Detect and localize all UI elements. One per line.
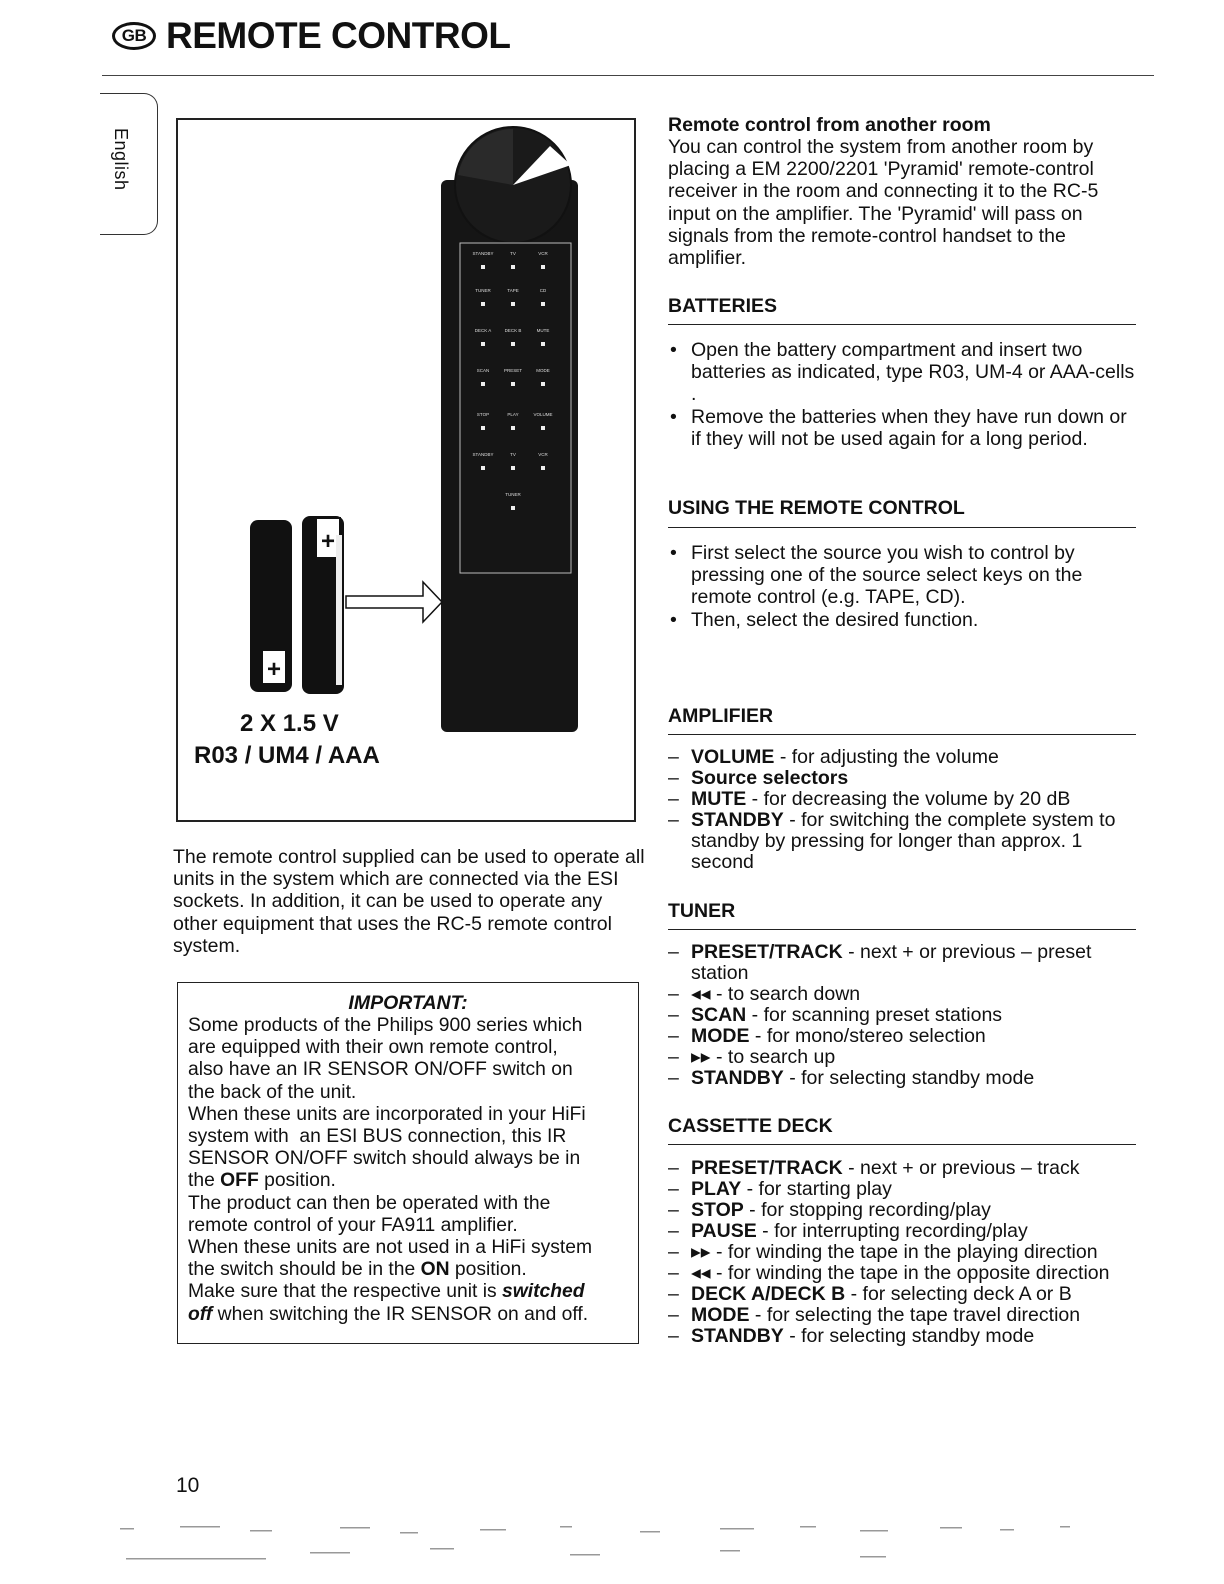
list-item: – SCAN - for scanning preset stations [668, 1005, 1138, 1026]
remote-key [541, 265, 545, 269]
remote-key [511, 265, 515, 269]
remote-key-label: MUTE [536, 328, 550, 333]
important-line: remote control of your FA911 amplifier. [188, 1214, 518, 1236]
list-item: – PRESET/TRACK - next + or previous – preset station [668, 942, 1138, 984]
remote-key [541, 466, 545, 470]
remote-key [481, 426, 485, 430]
batteries-rule [668, 324, 1136, 325]
remote-key [481, 342, 485, 346]
cassette-rule [668, 1144, 1136, 1145]
page-number: 10 [176, 1474, 200, 1497]
remote-key [511, 382, 515, 386]
list-item: – ◂◂ - for winding the tape in the opposite direction [668, 1263, 1138, 1284]
battery-plus-bottom: + [266, 656, 282, 683]
list-item: • Open the battery compartment and insert two batteries as indicated, type R03, UM-4 or AAA-cells . [668, 339, 1138, 406]
important-line: Some products of the Philips 900 series which [188, 1015, 583, 1036]
remote-key-label: PRESET [503, 368, 523, 373]
tuner-list [668, 942, 1138, 1089]
list-item: – ▸▸ - for winding the tape in the playing direction [668, 1242, 1138, 1263]
remote-key-label: VCR [538, 452, 548, 457]
remote-key [511, 302, 515, 306]
important-line: the switch should be in the ON position. [188, 1259, 527, 1281]
language-tab-label: English [111, 128, 131, 191]
batteries-list [668, 339, 1138, 450]
remote-key-label: TUNER [505, 492, 521, 497]
list-item: – ◂◂ - to search down [668, 984, 1138, 1005]
remote-key-label: DECK A [474, 328, 492, 333]
list-item: – PLAY - for starting play [668, 1179, 1138, 1200]
remote-key [541, 302, 545, 306]
remote-key [541, 426, 545, 430]
important-line: When these units are not used in a HiFi system [188, 1237, 593, 1259]
important-line: are equipped with their own remote control, [188, 1037, 558, 1059]
important-line: The product can then be operated with the [188, 1192, 551, 1214]
remote-key-label: TAPE [507, 288, 519, 293]
remote-key-label: PLAY [507, 412, 519, 417]
amplifier-list [668, 747, 1138, 873]
remote-key-label: TUNER [475, 288, 491, 293]
using-list [668, 542, 1138, 631]
remote-key-label: STOP [476, 412, 490, 417]
tuner-heading: TUNER [668, 900, 736, 922]
remote-key-label: TV [510, 452, 516, 457]
important-line: also have an IR SENSOR ON/OFF switch on [188, 1059, 573, 1081]
important-line: the OFF position. [188, 1170, 336, 1192]
important-line: off when switching the IR SENSOR on and off. [188, 1303, 589, 1325]
list-item: – STANDBY - for selecting standby mode [668, 1068, 1138, 1089]
battery-spec-voltage: 2 X 1.5 V [240, 710, 339, 737]
important-heading: IMPORTANT: [348, 992, 468, 1014]
important-notice [177, 982, 639, 1344]
remote-key [541, 342, 545, 346]
tuner-rule [668, 929, 1136, 930]
another-room-section [668, 114, 1138, 269]
important-line: When these units are incorporated in your HiFi [188, 1103, 586, 1125]
using-heading: USING THE REMOTE CONTROL [668, 497, 965, 519]
header-divider [102, 75, 1154, 76]
list-item: – MODE - for selecting the tape travel direction [668, 1305, 1138, 1326]
cassette-list [668, 1158, 1138, 1347]
batteries-heading: BATTERIES [668, 295, 778, 317]
important-line: Make sure that the respective unit is switched [188, 1281, 585, 1303]
remote-key [541, 382, 545, 386]
battery-spec-type: R03 / UM4 / AAA [194, 742, 380, 769]
list-item: – Source selectors [668, 768, 1138, 789]
list-item: – STANDBY - for switching the complete system to standby by pressing for longer than approx. 1 second [668, 810, 1138, 873]
remote-key-label: VOLUME [533, 412, 553, 417]
list-item: – MODE - for mono/stereo selection [668, 1026, 1138, 1047]
remote-key-label: STANDBY [472, 452, 494, 457]
remote-key-label: CD [539, 288, 547, 293]
page-title: REMOTE CONTROL [166, 15, 511, 56]
another-room-title: Remote control from another room [668, 114, 991, 136]
remote-key-label: VCR [538, 251, 548, 256]
cassette-heading: CASSETTE DECK [668, 1115, 833, 1137]
list-item: – STANDBY - for selecting standby mode [668, 1326, 1138, 1347]
page-header [112, 12, 510, 60]
remote-key-label: TV [510, 251, 516, 256]
list-item: • First select the source you wish to control by pressing one of the source select keys on the remote control (e.g. TAPE, CD). [668, 542, 1138, 609]
list-item: – DECK A/DECK B - for selecting deck A or B [668, 1284, 1138, 1305]
remote-key [511, 426, 515, 430]
insert-arrow [346, 582, 442, 622]
remote-key [481, 382, 485, 386]
important-line: SENSOR ON/OFF switch should always be in [188, 1148, 581, 1170]
list-item: – ▸▸ - to search up [668, 1047, 1138, 1068]
remote-key-label: SCAN [476, 368, 490, 373]
list-item: – MUTE - for decreasing the volume by 20 dB [668, 789, 1138, 810]
amplifier-heading: AMPLIFIER [668, 705, 774, 727]
another-room-text: You can control the system from another room by placing a EM 2200/2201 'Pyramid' remote-control receiver in the room and connecting it to the RC-5 input on the amplifier. The 'Pyramid' will pass on signals from the remote-control handset to the amplifier. [668, 136, 1099, 270]
remote-key [481, 302, 485, 306]
list-item: – STOP - for stopping recording/play [668, 1200, 1138, 1221]
remote-key-label: STANDBY [472, 251, 494, 256]
list-item: – PRESET/TRACK - next + or previous – track [668, 1158, 1138, 1179]
language-badge: GB [112, 22, 156, 50]
remote-key [511, 506, 515, 510]
intro-paragraph: The remote control supplied can be used to operate all units in the system which are connected via the ESI sockets. In addition, it can be used to operate any other equipment that uses the RC-5 remote control system. [173, 846, 645, 957]
remote-key [481, 466, 485, 470]
remote-key-label: DECK B [504, 328, 522, 333]
list-item: • Then, select the desired function. [668, 609, 1138, 631]
list-item: – PAUSE - for interrupting recording/play [668, 1221, 1138, 1242]
remote-key-label: MODE [536, 368, 550, 373]
important-line: the back of the unit. [188, 1081, 357, 1103]
language-tab [100, 93, 158, 235]
list-item: • Remove the batteries when they have run down or if they will not be used again for a long period. [668, 406, 1138, 450]
important-line: system with an ESI BUS connection, this IR [188, 1126, 567, 1148]
list-item: – VOLUME - for adjusting the volume [668, 747, 1138, 768]
amplifier-rule [668, 734, 1136, 735]
scan-artifacts [100, 1520, 1140, 1570]
remote-key [511, 342, 515, 346]
using-rule [668, 527, 1136, 528]
battery-plus-top: + [320, 528, 336, 555]
remote-key [511, 466, 515, 470]
remote-key [481, 265, 485, 269]
